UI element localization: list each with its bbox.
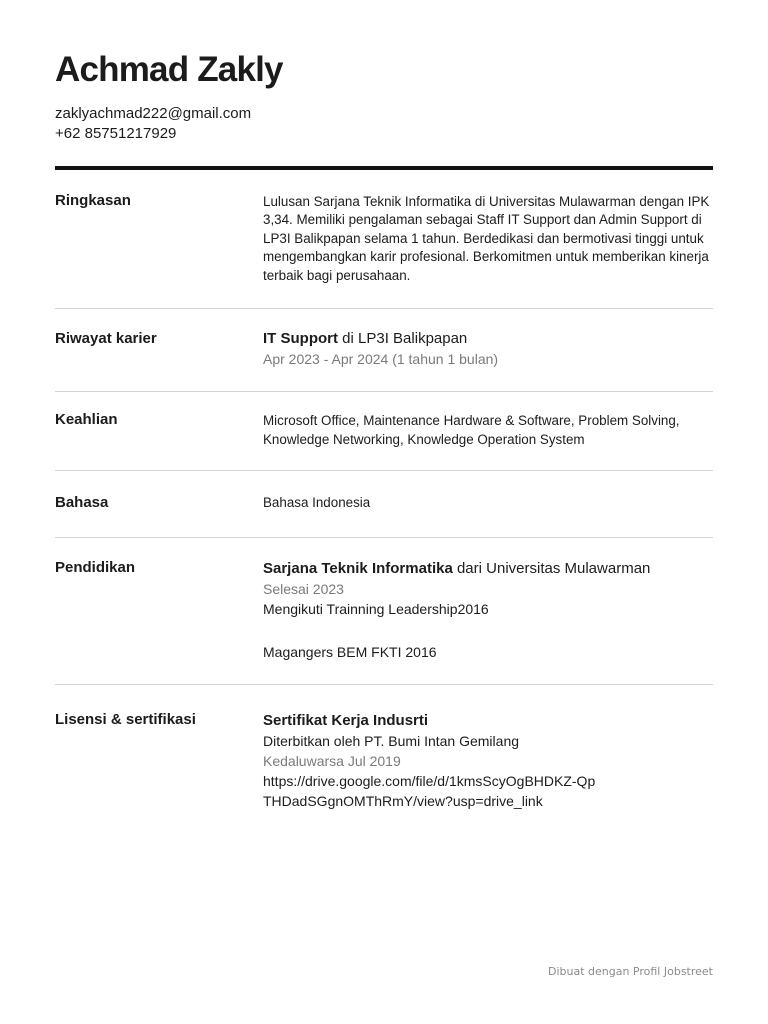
section-divider	[55, 684, 713, 685]
candidate-name: Achmad Zakly	[55, 50, 283, 89]
education-school: Universitas Mulawarman	[486, 560, 651, 577]
section-divider	[55, 470, 713, 471]
certification-link[interactable]: https://drive.google.com/file/d/1kmsScyOgBHDKZ-QpTHDadSGgnOMThRmY/view?usp=drive_link	[263, 773, 596, 809]
education-label: Pendidikan	[55, 559, 136, 576]
education-note: Magangers BEM FKTI 2016	[263, 644, 437, 660]
education-status: Selesai 2023	[263, 581, 344, 597]
education-connector: dari	[456, 560, 482, 577]
summary-label: Ringkasan	[55, 192, 131, 209]
career-company: LP3I Balikpapan	[358, 330, 468, 347]
header-divider	[55, 166, 713, 170]
education-note: Mengikuti Trainning Leadership2016	[263, 601, 489, 617]
languages-text: Bahasa Indonesia	[263, 495, 371, 510]
career-connector: di	[342, 330, 354, 347]
section-divider	[55, 308, 713, 309]
languages-label: Bahasa	[55, 494, 109, 511]
career-period: Apr 2023 - Apr 2024 (1 tahun 1 bulan)	[263, 351, 499, 367]
summary-text: Lulusan Sarjana Teknik Informatika di Universitas Mulawarman dengan IPK 3,34. Memiliki pengalaman sebagai Staff IT Support dan Admin Support di LP3I Balikpapan selama 1 tahun. Berdedikasi dan bermotivasi tinggi untuk mengembangkan karir profesional. Berkomitmen untuk memberikan kinerja terbaik bagi perusahaan.	[263, 194, 710, 283]
skills-label: Keahlian	[55, 411, 118, 428]
certification-title: Sertifikat Kerja Indusrti	[263, 712, 429, 729]
career-role: IT Support	[263, 330, 338, 347]
phone-number: +62 85751217929	[55, 125, 177, 142]
footer-credit: Dibuat dengan Profil Jobstreet	[547, 965, 713, 978]
career-label: Riwayat karier	[55, 330, 157, 347]
education-degree: Sarjana Teknik Informatika	[263, 560, 453, 577]
section-divider	[55, 537, 713, 538]
email-address: zaklyachmad222@gmail.com	[55, 105, 252, 122]
certification-label: Lisensi & sertifikasi	[55, 711, 196, 728]
skills-text: Microsoft Office, Maintenance Hardware & Software, Problem Solving, Knowledge Networking, Knowledge Operation System	[263, 413, 680, 447]
certification-expiry: Kedaluwarsa Jul 2019	[263, 753, 401, 769]
career-title	[263, 329, 713, 349]
certification-issuer: Diterbitkan oleh PT. Bumi Intan Gemilang	[263, 733, 520, 749]
education-title	[263, 559, 713, 579]
section-divider	[55, 391, 713, 392]
contact-info	[55, 104, 251, 144]
